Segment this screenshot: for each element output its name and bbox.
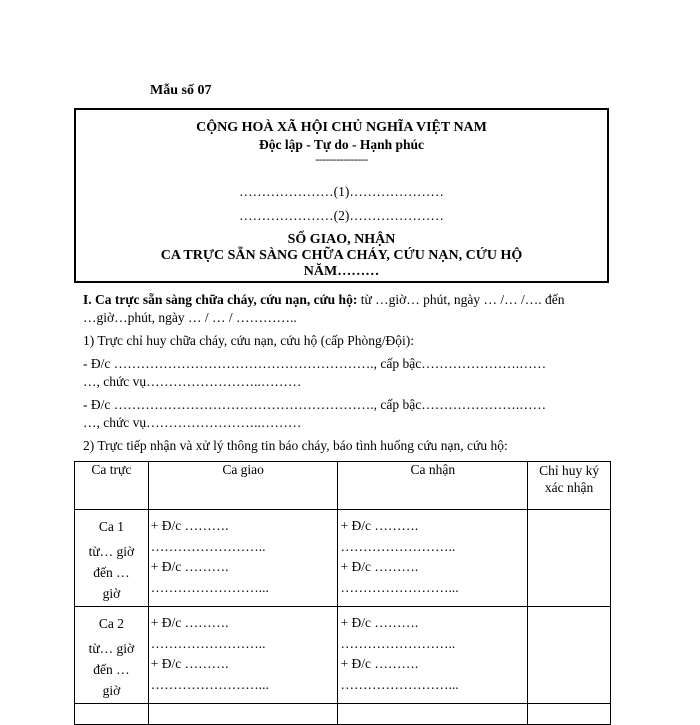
form-number: Mẫu số 07 [150, 83, 212, 98]
country-name: CỘNG HOÀ XÃ HỘI CHỦ NGHĨA VIỆT NAM [196, 120, 487, 135]
receive-officer-2: + Đ/c ………. [340, 559, 419, 574]
give-officer-2-detail: ……………………... [150, 579, 269, 595]
receive-shift-cell[interactable] [338, 607, 528, 704]
item-1-officer-2-position: …, chức vụ……………………..……… [83, 415, 302, 430]
header-receive-shift: Ca nhận [338, 462, 528, 510]
document-title-2: CA TRỰC SẴN SÀNG CHỮA CHÁY, CỨU NẠN, CỨU HỘ [160, 248, 523, 263]
receive-officer-1-detail: …………………….. [340, 538, 456, 554]
table-header-row [75, 462, 611, 510]
shift-time-unit: giờ [102, 683, 121, 698]
item-1-officer-1: - Đ/c …………………………………………………., cấp bậc………………….…… [83, 356, 547, 371]
section-1-heading: I. Ca trực sẵn sàng chữa cháy, cứu nạn, cứu hộ: [83, 292, 358, 307]
shift-cell [75, 704, 149, 725]
table-row [75, 704, 611, 725]
receive-shift-cell[interactable] [338, 510, 528, 607]
shift-time-to: đến … [93, 565, 130, 580]
shift-handover-table [74, 461, 611, 725]
document-title-1: SỔ GIAO, NHẬN [287, 232, 396, 247]
shift-cell [75, 607, 149, 704]
item-1-officer-1-position: …, chức vụ……………………..……… [83, 374, 302, 389]
table-row [75, 607, 611, 704]
give-shift-cell[interactable] [148, 704, 338, 725]
receive-officer-2-detail: ……………………... [340, 676, 459, 692]
commander-sign-cell[interactable] [528, 510, 611, 607]
give-officer-1-detail: …………………….. [150, 635, 266, 651]
document-header-box [74, 108, 609, 283]
receive-shift-cell[interactable] [338, 704, 528, 725]
shift-label: Ca 2 [98, 616, 124, 631]
unit-line-2: …………………(2)………………… [239, 208, 444, 223]
section-1-time-to: …giờ…phút, ngày … / … / ………….. [83, 310, 297, 325]
item-1-heading: 1) Trực chỉ huy chữa cháy, cứu nạn, cứu hộ (cấp Phòng/Đội): [83, 333, 414, 348]
shift-time-to: đến … [93, 662, 130, 677]
shift-label: Ca 1 [98, 519, 124, 534]
national-motto: Độc lập - Tự do - Hạnh phúc [258, 137, 425, 152]
table-row [75, 510, 611, 607]
section-1-time-from: từ …giờ… phút, ngày … /… /…. đến [360, 292, 565, 307]
header-divider: --------------- [315, 152, 368, 166]
header-commander-sign: Chỉ huy ký xác nhận [528, 462, 611, 510]
section-1-line [83, 292, 618, 308]
give-officer-1: + Đ/c ………. [150, 615, 229, 630]
item-2-heading: 2) Trực tiếp nhận và xử lý thông tin báo cháy, báo tình huống cứu nạn, cứu hộ: [83, 438, 508, 453]
receive-officer-2: + Đ/c ………. [340, 656, 419, 671]
unit-line-1: …………………(1)………………… [239, 184, 444, 199]
receive-officer-2-detail: ……………………... [340, 579, 459, 595]
item-1-officer-2: - Đ/c …………………………………………………., cấp bậc………………….…… [83, 397, 547, 412]
shift-time-unit: giờ [102, 586, 121, 601]
shift-cell [75, 510, 149, 607]
header-shift: Ca trực [75, 462, 149, 510]
give-shift-cell[interactable] [148, 607, 338, 704]
give-officer-2: + Đ/c ………. [150, 656, 229, 671]
document-title-year: NĂM……… [303, 264, 380, 279]
receive-officer-1: + Đ/c ………. [340, 615, 419, 630]
header-give-shift: Ca giao [148, 462, 338, 510]
give-officer-2: + Đ/c ………. [150, 559, 229, 574]
shift-time-from: từ… giờ [88, 544, 135, 559]
commander-sign-cell[interactable] [528, 607, 611, 704]
give-officer-1: + Đ/c ………. [150, 518, 229, 533]
shift-time-from: từ… giờ [88, 641, 135, 656]
give-officer-2-detail: ……………………... [150, 676, 269, 692]
receive-officer-1-detail: …………………….. [340, 635, 456, 651]
receive-officer-1: + Đ/c ………. [340, 518, 419, 533]
give-officer-1-detail: …………………….. [150, 538, 266, 554]
commander-sign-cell[interactable] [528, 704, 611, 725]
give-shift-cell[interactable] [148, 510, 338, 607]
